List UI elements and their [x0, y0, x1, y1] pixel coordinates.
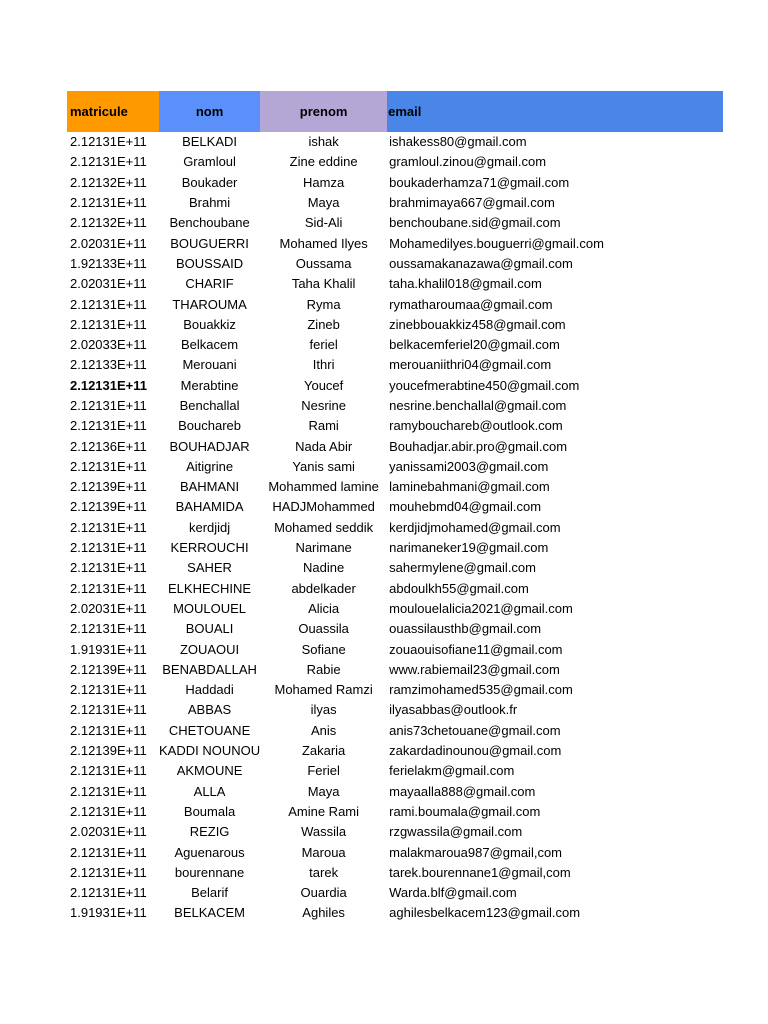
cell-prenom: Wassila	[301, 824, 347, 840]
cell-matricule: 2.12136E+11	[70, 438, 147, 454]
cell-prenom: Sid-Ali	[304, 215, 343, 231]
table-row	[67, 883, 723, 903]
cell-prenom: Maya	[307, 783, 340, 799]
cell-email: rami.boumala@gmail.com	[389, 803, 541, 819]
cell-nom: ALLA	[193, 783, 226, 799]
cell-email: oussamakanazawa@gmail.com	[389, 255, 573, 271]
cell-matricule: 2.12131E+11	[70, 377, 147, 393]
cell-prenom: Maya	[307, 195, 340, 211]
cell-nom: Benchallal	[179, 398, 240, 413]
cell-email: zouaouisofiane11@gmail.com	[389, 641, 563, 657]
cell-nom: MOULOUEL	[173, 600, 247, 616]
cell-email: zakardadinounou@gmail.com	[389, 743, 562, 759]
table-row	[67, 579, 723, 599]
cell-nom: bourennane	[174, 864, 245, 880]
cell-prenom: Hamza	[303, 174, 345, 190]
cell-email: Mohamedilyes.bouguerri@gmail.com	[389, 235, 604, 251]
cell-nom: KADDI NOUNOU	[159, 743, 261, 759]
cell-nom: Boumala	[183, 803, 236, 819]
cell-matricule: 1.92133E+11	[70, 255, 147, 271]
cell-prenom: Narimane	[295, 540, 352, 556]
table-row	[67, 396, 723, 416]
cell-email: boukaderhamza71@gmail.com	[389, 174, 570, 190]
cell-matricule: 2.12131E+11	[70, 154, 147, 170]
cell-matricule: 2.12131E+11	[70, 134, 147, 150]
cell-nom: ELKHECHINE	[168, 580, 252, 596]
cell-prenom: Zakaria	[301, 743, 346, 759]
cell-matricule: 2.12139E+11	[70, 661, 147, 677]
table-row	[67, 700, 723, 720]
cell-email: moulouelalicia2021@gmail.com	[389, 600, 573, 616]
cell-nom: CHETOUANE	[168, 722, 251, 738]
cell-matricule: 2.12131E+11	[70, 580, 147, 596]
cell-email: www.rabiemail23@gmail.com	[389, 661, 560, 677]
cell-prenom: Ithri	[312, 357, 335, 373]
table-row	[67, 152, 723, 172]
cell-prenom: HADJMohammed	[272, 499, 375, 515]
cell-nom: BAHMANI	[179, 479, 240, 495]
cell-matricule: 1.91931E+11	[70, 641, 147, 657]
cell-matricule: 2.02031E+11	[70, 235, 147, 251]
table-row	[67, 518, 723, 538]
cell-prenom: Rami	[308, 418, 339, 434]
cell-prenom: Nada Abir	[295, 438, 353, 454]
cell-matricule: 2.12131E+11	[70, 195, 147, 211]
cell-matricule: 2.12131E+11	[70, 783, 147, 799]
cell-email: anis73chetouane@gmail.com	[389, 722, 561, 738]
table-row	[67, 132, 723, 152]
cell-nom: Belkacem	[181, 337, 239, 353]
student-table	[67, 91, 723, 924]
cell-nom: Aitigrine	[186, 458, 234, 474]
cell-email: youcefmerabtine450@gmail.com	[389, 377, 580, 393]
table-row	[67, 802, 723, 822]
cell-matricule: 2.12131E+11	[70, 458, 147, 474]
cell-prenom: Nadine	[303, 560, 345, 576]
cell-matricule: 2.12131E+11	[70, 844, 147, 860]
cell-matricule: 2.12133E+11	[70, 357, 147, 373]
cell-prenom: feriel	[309, 337, 338, 353]
cell-prenom: Nesrine	[301, 398, 347, 413]
cell-email: laminebahmani@gmail.com	[389, 479, 550, 495]
table-row	[67, 254, 723, 274]
cell-email: ferielakm@gmail.com	[389, 763, 515, 779]
cell-prenom: ilyas	[310, 702, 337, 718]
cell-prenom: Feriel	[307, 763, 340, 779]
table-row	[67, 477, 723, 497]
table-body	[67, 132, 723, 924]
cell-prenom: Zineb	[307, 316, 340, 332]
table-row	[67, 315, 723, 335]
cell-email: ishakess80@gmail.com	[389, 134, 527, 150]
cell-email: zinebbouakkiz458@gmail.com	[389, 316, 566, 332]
cell-email: mouhebmd04@gmail.com	[389, 499, 542, 515]
header-prenom: prenom	[260, 91, 387, 132]
table-row	[67, 335, 723, 355]
cell-matricule: 2.12131E+11	[70, 540, 147, 556]
cell-matricule: 2.12131E+11	[70, 803, 147, 819]
cell-nom: BENABDALLAH	[162, 661, 257, 677]
table-row	[67, 680, 723, 700]
cell-matricule: 2.02031E+11	[70, 824, 147, 840]
cell-email: benchoubane.sid@gmail.com	[389, 215, 561, 231]
cell-prenom: Ryma	[306, 296, 341, 312]
cell-email: rymatharoumaa@gmail.com	[389, 296, 553, 312]
cell-prenom: Mohamed Ilyes	[279, 235, 368, 251]
cell-matricule: 2.02033E+11	[70, 337, 147, 353]
cell-prenom: Taha Khalil	[291, 276, 356, 292]
cell-matricule: 2.12131E+11	[70, 722, 147, 738]
cell-matricule: 2.12139E+11	[70, 499, 147, 515]
cell-nom: THAROUMA	[172, 296, 247, 312]
cell-nom: SAHER	[187, 560, 232, 576]
table-row	[67, 274, 723, 294]
cell-nom: Benchoubane	[169, 215, 250, 231]
table-row	[67, 294, 723, 314]
cell-matricule: 2.12131E+11	[70, 864, 147, 880]
cell-nom: CHARIF	[185, 276, 234, 292]
cell-nom: BOUALI	[185, 621, 234, 637]
cell-email: Bouhadjar.abir.pro@gmail.com	[389, 438, 568, 454]
table-row	[67, 457, 723, 477]
cell-email: aghilesbelkacem123@gmail.com	[389, 905, 581, 921]
cell-email: belkacemferiel20@gmail.com	[389, 337, 560, 353]
cell-matricule: 2.12131E+11	[70, 560, 147, 576]
cell-prenom: ishak	[308, 134, 339, 150]
cell-matricule: 2.12131E+11	[70, 885, 147, 901]
cell-nom: Brahmi	[188, 195, 231, 211]
table-row	[67, 761, 723, 781]
cell-nom: KERROUCHI	[170, 540, 249, 556]
cell-nom: BAHAMIDA	[175, 499, 244, 515]
table-row	[67, 193, 723, 213]
cell-matricule: 2.12131E+11	[70, 621, 147, 637]
cell-email: rzgwassila@gmail.com	[389, 824, 523, 840]
cell-nom: REZIG	[189, 824, 230, 840]
table-row	[67, 213, 723, 233]
cell-email: brahmimaya667@gmail.com	[389, 195, 555, 211]
cell-email: ouassilausthb@gmail.com	[389, 621, 542, 637]
cell-nom: AKMOUNE	[176, 763, 243, 779]
table-row	[67, 497, 723, 517]
header-row	[67, 91, 723, 132]
cell-nom: BOUGUERRI	[170, 235, 249, 251]
cell-nom: Gramloul	[183, 154, 236, 170]
cell-email: ramybouchareb@outlook.com	[389, 418, 563, 434]
cell-nom: Aguenarous	[174, 844, 245, 860]
cell-email: kerdjidjmohamed@gmail.com	[389, 519, 561, 535]
cell-email: malakmaroua987@gmail,com	[389, 844, 563, 860]
table-row	[67, 558, 723, 578]
cell-prenom: tarek	[309, 864, 339, 880]
table-row	[67, 173, 723, 193]
header-email: email	[387, 91, 723, 132]
cell-email: nesrine.benchallal@gmail.com	[389, 398, 567, 413]
cell-matricule: 2.12132E+11	[70, 174, 147, 190]
cell-email: abdoulkh55@gmail.com	[389, 580, 529, 596]
cell-email: gramloul.zinou@gmail.com	[389, 154, 547, 170]
table-row	[67, 538, 723, 558]
cell-email: ilyasabbas@outlook.fr	[389, 702, 518, 718]
cell-nom: Boukader	[181, 174, 238, 190]
cell-prenom: Mohamed Ramzi	[274, 682, 373, 698]
table-row	[67, 376, 723, 396]
cell-matricule: 2.12139E+11	[70, 743, 147, 759]
cell-prenom: Alicia	[308, 600, 340, 616]
cell-matricule: 2.12132E+11	[70, 215, 147, 231]
cell-nom: BELKACEM	[174, 905, 245, 921]
cell-matricule: 2.12131E+11	[70, 702, 147, 718]
table-header	[67, 91, 723, 132]
cell-nom: ABBAS	[187, 702, 232, 718]
cell-nom: BOUHADJAR	[169, 438, 250, 454]
cell-prenom: Yanis sami	[292, 458, 355, 474]
header-nom: nom	[159, 91, 260, 132]
cell-nom: Merabtine	[180, 377, 239, 393]
cell-email: mayaalla888@gmail.com	[389, 783, 536, 799]
table-row	[67, 599, 723, 619]
cell-matricule: 2.12131E+11	[70, 519, 147, 535]
cell-matricule: 2.12131E+11	[70, 398, 147, 413]
cell-prenom: Amine Rami	[288, 803, 360, 819]
cell-matricule: 2.12131E+11	[70, 682, 147, 698]
cell-nom: kerdjidj	[188, 519, 231, 535]
cell-matricule: 2.12139E+11	[70, 479, 147, 495]
cell-matricule: 2.12131E+11	[70, 418, 147, 434]
cell-matricule: 2.02031E+11	[70, 276, 147, 292]
cell-prenom: Youcef	[303, 377, 344, 393]
table-row	[67, 741, 723, 761]
cell-nom: Belarif	[191, 885, 228, 901]
table-row	[67, 639, 723, 659]
cell-prenom: Aghiles	[302, 905, 345, 921]
cell-prenom: Mohamed seddik	[274, 519, 374, 535]
table-row	[67, 660, 723, 680]
cell-matricule: 2.12131E+11	[70, 296, 147, 312]
cell-prenom: Mohammed lamine	[268, 479, 379, 495]
cell-email: taha.khalil018@gmail.com	[389, 276, 542, 292]
table-row	[67, 619, 723, 639]
cell-prenom: Anis	[310, 722, 337, 738]
cell-nom: Haddadi	[185, 682, 234, 698]
table-row	[67, 863, 723, 883]
cell-email: yanissami2003@gmail.com	[389, 458, 549, 474]
cell-nom: BOUSSAID	[175, 255, 244, 271]
table-row	[67, 416, 723, 436]
table-row	[67, 903, 723, 923]
cell-email: ramzimohamed535@gmail.com	[389, 682, 573, 698]
cell-prenom: abdelkader	[291, 580, 356, 596]
cell-email: narimaneker19@gmail.com	[389, 540, 549, 556]
cell-email: Warda.blf@gmail.com	[389, 885, 517, 901]
cell-nom: ZOUAOUI	[179, 641, 240, 657]
cell-email: merouaniithri04@gmail.com	[389, 357, 552, 373]
cell-matricule: 1.91931E+11	[70, 905, 147, 921]
cell-nom: Bouakkiz	[183, 316, 236, 332]
table-row	[67, 436, 723, 456]
cell-prenom: Maroua	[301, 844, 346, 860]
cell-prenom: Oussama	[295, 255, 352, 271]
cell-email: sahermylene@gmail.com	[389, 560, 536, 576]
cell-prenom: Ouardia	[300, 885, 347, 901]
cell-matricule: 2.12131E+11	[70, 763, 147, 779]
header-matricule: matricule	[67, 91, 159, 132]
table-row	[67, 842, 723, 862]
table-row	[67, 233, 723, 253]
table-row	[67, 721, 723, 741]
cell-prenom: Zine eddine	[289, 154, 358, 170]
cell-prenom: Ouassila	[298, 621, 349, 637]
table-row	[67, 822, 723, 842]
cell-matricule: 2.02031E+11	[70, 600, 147, 616]
table-row	[67, 355, 723, 375]
cell-matricule: 2.12131E+11	[70, 316, 147, 332]
cell-email: tarek.bourennane1@gmail,com	[389, 864, 571, 880]
table-row	[67, 782, 723, 802]
cell-nom: BELKADI	[182, 134, 238, 150]
cell-prenom: Rabie	[306, 661, 341, 677]
cell-nom: Merouani	[182, 357, 237, 373]
cell-prenom: Sofiane	[301, 641, 346, 657]
cell-nom: Bouchareb	[178, 418, 241, 434]
